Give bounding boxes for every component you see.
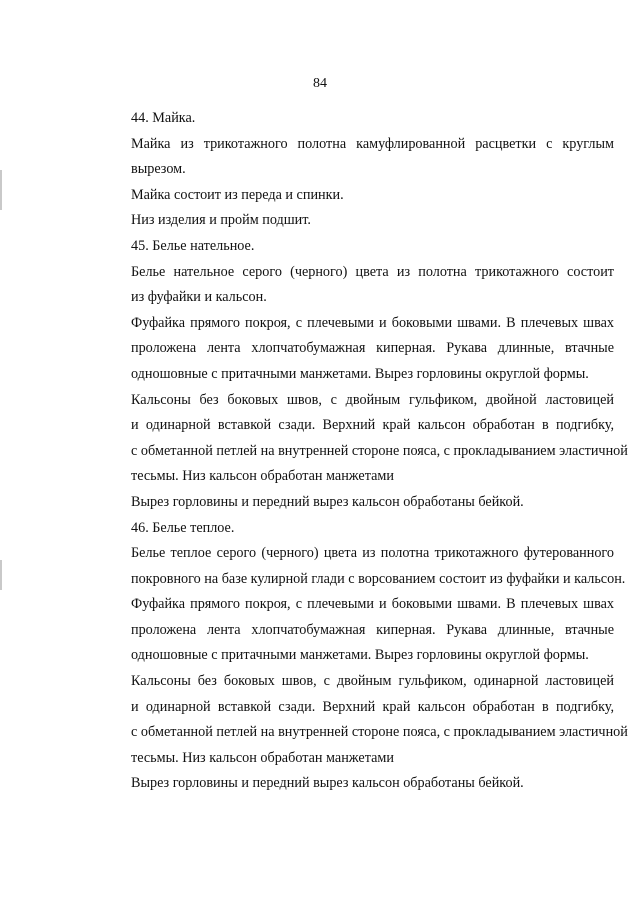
paragraph <box>88 388 628 490</box>
paragraph-line: Фуфайка прямого покроя, с плечевыми и боковыми швами. В плечевых швах <box>131 314 614 331</box>
paragraph <box>88 260 614 311</box>
paragraph-line: проложена лента хлопчатобумажная киперная. Рукава длинные, втачные <box>131 621 614 638</box>
paragraph-line: 44. Майка. <box>131 110 196 126</box>
paragraph-line: из фуфайки и кальсон. <box>131 289 267 306</box>
paragraph-line: с обметанной петлей на внутренней стороне пояса, с прокладыванием эластичной <box>131 724 628 741</box>
scan-edge-mark <box>0 170 2 210</box>
paragraph <box>88 592 614 669</box>
paragraph-line: с обметанной петлей на внутренней стороне пояса, с прокладыванием эластичной <box>131 442 628 459</box>
paragraph <box>88 541 626 592</box>
paragraph <box>88 106 614 132</box>
paragraph-line: тесьмы. Низ кальсон обработан манжетами <box>131 468 394 485</box>
paragraph-line: тесьмы. Низ кальсон обработан манжетами <box>131 749 394 766</box>
paragraph-line: Кальсоны без боковых швов, с двойным гульфиком, одинарной ластовицей <box>131 673 614 690</box>
paragraph <box>88 234 614 260</box>
document-body <box>88 106 628 797</box>
paragraph-line: 46. Белье теплое. <box>131 519 235 536</box>
paragraph <box>88 183 614 209</box>
paragraph <box>88 516 614 542</box>
paragraph-line: 45. Белье нательное. <box>131 237 255 254</box>
paragraph-line: и одинарной вставкой сзади. Верхний край кальсон обработан в подгибку, <box>131 417 614 434</box>
paragraph-line: Вырез горловины и передний вырез кальсон обработаны бейкой. <box>131 775 524 792</box>
paragraph <box>88 311 614 388</box>
paragraph-line: Фуфайка прямого покроя, с плечевыми и боковыми швами. В плечевых швах <box>131 596 614 613</box>
paragraph-line: Низ изделия и пройм подшит. <box>131 212 311 229</box>
paragraph-line: Кальсоны без боковых швов, с двойным гульфиком, двойной ластовицей <box>131 391 614 408</box>
paragraph <box>88 771 614 797</box>
paragraph-line: проложена лента хлопчатобумажная киперная. Рукава длинные, втачные <box>131 340 614 357</box>
paragraph-line: одношовные с притачными манжетами. Вырез горловины округлой формы. <box>131 365 589 382</box>
paragraph-line: Вырез горловины и передний вырез кальсон обработаны бейкой. <box>131 493 524 510</box>
paragraph <box>88 490 614 516</box>
paragraph-line: и одинарной вставкой сзади. Верхний край кальсон обработан в подгибку, <box>131 698 614 715</box>
page-number: 84 <box>313 76 327 91</box>
paragraph-line: Белье теплое серого (черного) цвета из полотна трикотажного футерованного <box>131 545 614 562</box>
paragraph-line: Белье нательное серого (черного) цвета из полотна трикотажного состоит <box>131 263 614 280</box>
paragraph <box>88 132 614 183</box>
paragraph <box>88 669 628 771</box>
scan-edge-mark <box>0 560 2 590</box>
paragraph-line: одношовные с притачными манжетами. Вырез горловины округлой формы. <box>131 647 589 664</box>
paragraph-line: Майка состоит из переда и спинки. <box>131 186 344 203</box>
paragraph-line: покровного на базе кулирной глади с ворсованием состоит из фуфайки и кальсон. <box>131 570 626 587</box>
paragraph-line: Майка из трикотажного полотна камуфлированной расцветки с круглым <box>131 135 614 152</box>
paragraph <box>88 208 614 234</box>
paragraph-line: вырезом. <box>131 161 186 178</box>
